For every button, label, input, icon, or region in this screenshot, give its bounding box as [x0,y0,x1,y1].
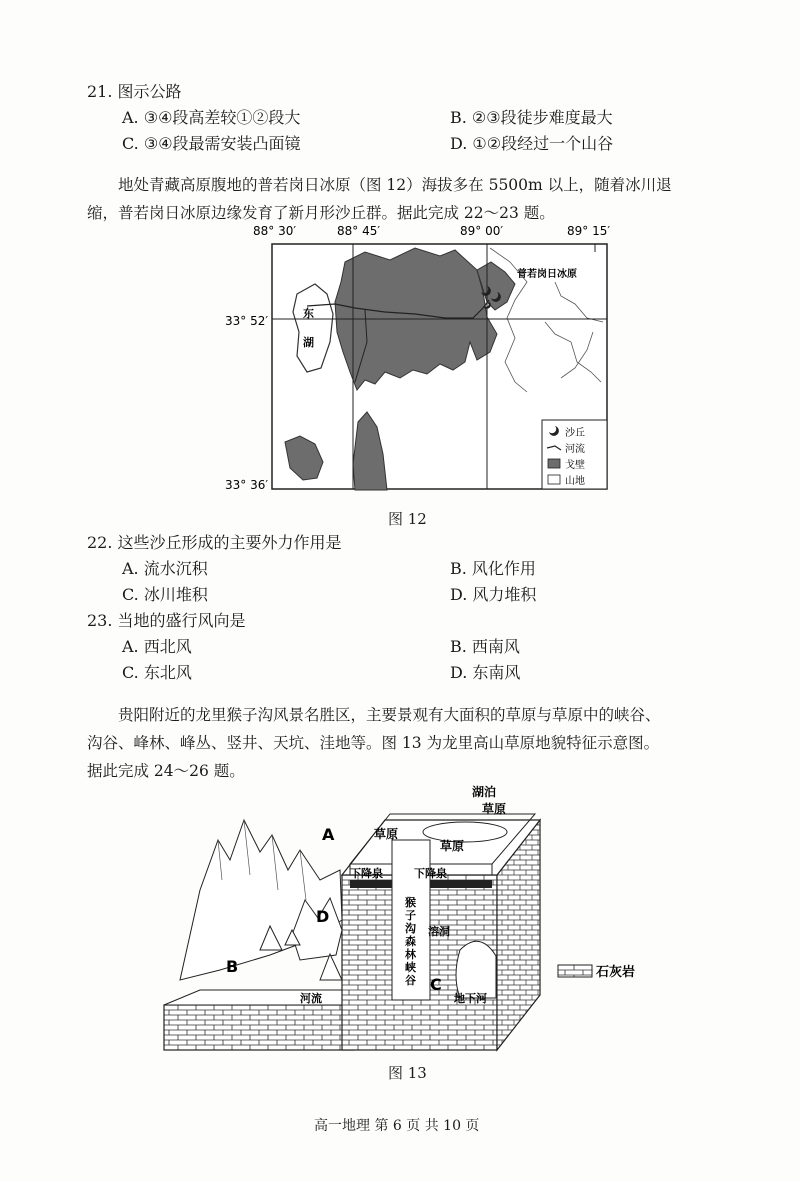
lon-label-2: 88° 45′ [337,224,381,238]
passage1-line2: 缩，普若岗日冰原边缘发育了新月形沙丘群。据此完成 22～23 题。 [87,204,555,222]
legend-gobi-icon [548,459,560,468]
page-footer: 高一地理 第 6 页 共 10 页 [314,1118,480,1134]
lake-label-1: 东 [303,307,314,320]
legend-mountain-label: 山地 [565,476,585,487]
legend-gobi-label: 戈壁 [565,460,585,471]
q23-option-b: B. 西南风 [450,637,520,656]
q23-option-d: D. 东南风 [450,663,521,682]
figure-12-caption: 图 12 [388,510,427,528]
label-gorge-7: 谷 [405,974,416,987]
lon-label-3: 89° 00′ [460,224,504,238]
limestone-legend-icon [558,965,592,977]
label-gorge-4: 森 [405,935,416,948]
passage2-line3: 据此完成 24～26 题。 [87,762,245,780]
karst-cone-2 [320,954,342,980]
q22-option-c: C. 冰川堆积 [122,585,208,604]
right-spring-layer [430,880,492,888]
label-cave: 溶洞 [428,925,450,938]
label-underground-river: 地下河 [454,992,487,1005]
lat-label-2: 33° 36′ [225,478,269,492]
label-lake: 湖泊 [472,785,497,799]
figure-13-caption: 图 13 [388,1064,427,1082]
q21-option-b: B. ②③段徒步难度最大 [450,108,613,127]
front-limestone-slab [164,1005,354,1050]
label-spring-left: 下降泉 [350,867,383,880]
label-spring-right: 下降泉 [414,867,447,880]
label-D: D [316,907,330,926]
q21-option-c: C. ③④段最需安装凸面镜 [122,134,301,153]
figure-13-diagram [160,780,660,1060]
q22-stem: 22. 这些沙丘形成的主要外力作用是 [87,533,342,552]
figure-12-map [215,222,615,497]
label-gorge-5: 林 [405,948,416,961]
lon-label-1: 88° 30′ [253,224,297,238]
legend-dune-label: 沙丘 [565,428,585,439]
glacier-label: 普若岗日冰原 [517,269,577,280]
label-grassland-left: 草原 [374,827,399,841]
q22-option-d: D. 风力堆积 [450,585,537,604]
legend-river-label: 河流 [565,444,585,455]
q23-option-a: A. 西北风 [122,637,192,656]
label-gorge-3: 沟 [405,922,416,935]
q23-stem: 23. 当地的盛行风向是 [87,611,246,630]
passage1-line1: 地处青藏高原腹地的普若岗日冰原（图 12）海拔多在 5500m 以上，随着冰川退 [118,176,672,194]
karst-cave-opening [456,941,496,998]
label-C: C [430,975,442,994]
label-gorge-2: 子 [405,909,416,922]
passage2-line2: 沟谷、峰林、峰丛、竖井、天坑、洼地等。图 13 为龙里高山草原地貌特征示意图。 [87,734,660,752]
label-river: 河流 [300,992,322,1005]
lake-label-2: 湖 [303,336,314,349]
q21-option-a: A. ③④段高差较①②段大 [122,108,301,127]
lake-shape [423,822,507,842]
q22-option-a: A. 流水沉积 [122,559,208,578]
label-B: B [226,957,239,976]
valley-floor [164,990,360,1005]
label-grassland-mid: 草原 [440,839,465,853]
label-A: A [322,825,335,844]
lon-label-4: 89° 15′ [567,224,611,238]
label-gorge-1: 猴 [405,896,416,909]
q21-option-d: D. ①②段经过一个山谷 [450,134,614,153]
passage2-line1: 贵阳附近的龙里猴子沟风景名胜区，主要景观有大面积的草原与草原中的峡谷、 [118,706,661,724]
legend-mountain-icon [548,475,560,484]
label-gorge-6: 峡 [405,961,416,974]
left-spring-layer [350,880,392,888]
limestone-legend-label: 石灰岩 [596,965,636,980]
q22-option-b: B. 风化作用 [450,559,536,578]
q23-option-c: C. 东北风 [122,663,192,682]
q21-stem: 21. 图示公路 [87,82,182,101]
label-grassland-top: 草原 [482,802,507,816]
lat-label-1: 33° 52′ [225,314,269,328]
